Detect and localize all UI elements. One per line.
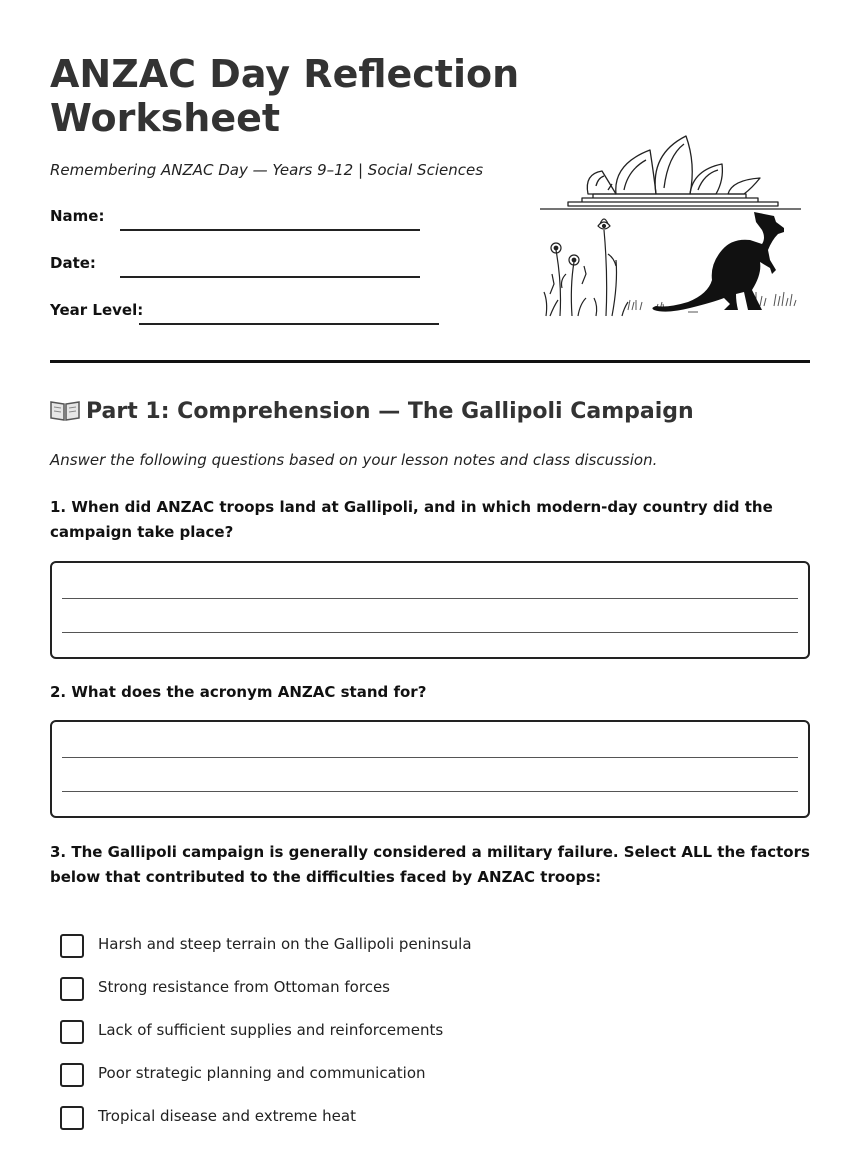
question-2: 2. What does the acronym ANZAC stand for? xyxy=(50,683,427,701)
answer-line xyxy=(62,791,798,792)
answer-line xyxy=(62,632,798,633)
australia-illustration xyxy=(538,134,813,320)
option-checkbox[interactable] xyxy=(60,934,84,958)
option-label: Lack of sufficient supplies and reinforcements xyxy=(98,1021,444,1039)
part1-heading-text: Part 1: Comprehension — The Gallipoli Campaign xyxy=(86,399,694,424)
header-divider xyxy=(50,360,810,363)
answer-line xyxy=(62,598,798,599)
part1-heading xyxy=(50,399,694,424)
date-label: Date: xyxy=(50,254,96,272)
option-label: Poor strategic planning and communication xyxy=(98,1064,426,1082)
date-line[interactable] xyxy=(120,276,420,278)
answer-box-1[interactable] xyxy=(50,561,810,659)
option-label: Strong resistance from Ottoman forces xyxy=(98,978,390,996)
answer-box-2[interactable] xyxy=(50,720,810,818)
wildflowers-icon xyxy=(544,219,628,316)
option-checkbox[interactable] xyxy=(60,1063,84,1087)
open-book-icon xyxy=(50,399,80,421)
year-level-label: Year Level: xyxy=(50,301,144,319)
option-label: Harsh and steep terrain on the Gallipoli peninsula xyxy=(98,935,472,953)
answer-line xyxy=(62,757,798,758)
opera-house-icon xyxy=(540,136,801,209)
option-checkbox[interactable] xyxy=(60,1106,84,1130)
option-label: Tropical disease and extreme heat xyxy=(98,1107,356,1125)
worksheet-page xyxy=(50,0,810,1161)
worksheet-title: ANZAC Day Reflection Worksheet xyxy=(50,52,520,140)
kangaroo-icon xyxy=(652,212,784,312)
option-checkbox[interactable] xyxy=(60,977,84,1001)
name-line[interactable] xyxy=(120,229,420,231)
year-level-line[interactable] xyxy=(139,323,439,325)
question-1: 1. When did ANZAC troops land at Gallipoli, and in which modern-day country did the campaign take place? xyxy=(50,498,773,541)
question-3: 3. The Gallipoli campaign is generally considered a military failure. Select ALL the factors below that contributed to the difficulties faced by ANZAC troops: xyxy=(50,843,810,886)
worksheet-subtitle: Remembering ANZAC Day — Years 9–12 | Social Sciences xyxy=(50,161,484,179)
option-checkbox[interactable] xyxy=(60,1020,84,1044)
part1-instructions: Answer the following questions based on your lesson notes and class discussion. xyxy=(50,451,658,469)
name-label: Name: xyxy=(50,207,105,225)
